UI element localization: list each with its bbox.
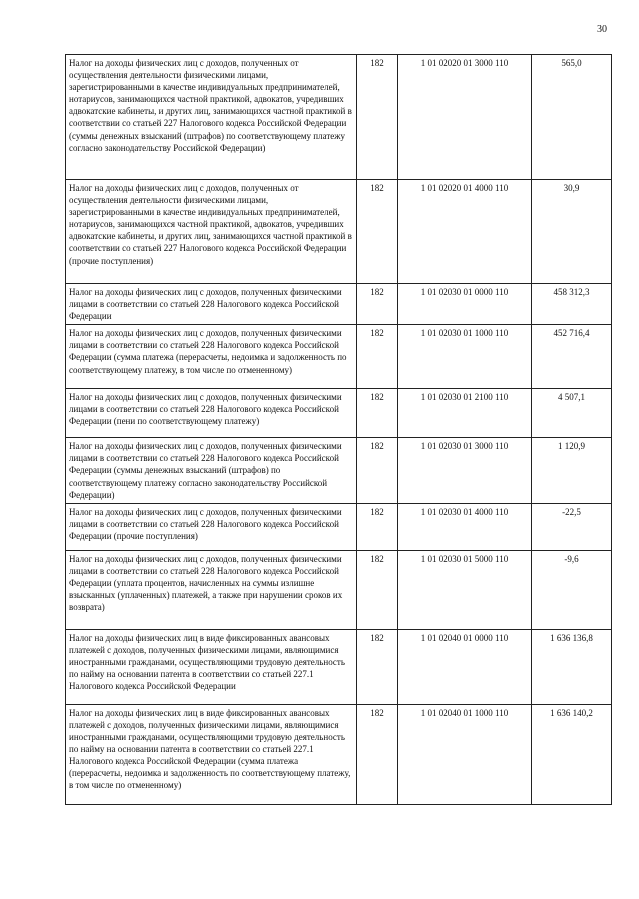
table-row xyxy=(66,284,612,325)
administrator-code: 182 xyxy=(357,389,398,438)
budget-classification-code: 1 01 02030 01 0000 110 xyxy=(398,284,532,325)
revenue-description: Налог на доходы физических лиц с доходов, полученных от осуществления деятельности физическими лицами, зарегистрированными в качестве индивидуальных предпринимателей, нотариусов, занимающихся частной практикой, адвокатов, учредивших адвокатские кабинеты, и других лиц, занимающихся частной практикой в соответствии со статьей 227 Налогового кодекса Российской Федерации (суммы денежных взысканий (штрафов) по соответствующему платежу согласно законодательству Российской Федерации) xyxy=(66,55,357,180)
administrator-code: 182 xyxy=(357,180,398,284)
revenue-description: Налог на доходы физических лиц с доходов, полученных физическими лицами в соответствии со статьей 228 Налогового кодекса Российской Федерации (уплата процентов, начисленных на суммы излишне взысканных (уплаченных) платежей, а также при нарушении сроков их возврата) xyxy=(66,550,357,629)
budget-classification-code: 1 01 02030 01 4000 110 xyxy=(398,503,532,550)
table-row xyxy=(66,629,612,704)
table-row xyxy=(66,704,612,804)
amount-value: 452 716,4 xyxy=(532,325,612,389)
revenue-description: Налог на доходы физических лиц с доходов, полученных физическими лицами в соответствии со статьей 228 Налогового кодекса Российской Федерации (пени по соответствующему платежу) xyxy=(66,389,357,438)
amount-value: 1 636 140,2 xyxy=(532,704,612,804)
budget-classification-code: 1 01 02030 01 1000 110 xyxy=(398,325,532,389)
administrator-code: 182 xyxy=(357,503,398,550)
administrator-code: 182 xyxy=(357,629,398,704)
amount-value: 565,0 xyxy=(532,55,612,180)
administrator-code: 182 xyxy=(357,550,398,629)
table-row xyxy=(66,503,612,550)
table-row xyxy=(66,55,612,180)
amount-value: 1 636 136,8 xyxy=(532,629,612,704)
administrator-code: 182 xyxy=(357,704,398,804)
amount-value: 1 120,9 xyxy=(532,438,612,503)
revenue-description: Налог на доходы физических лиц с доходов, полученных физическими лицами в соответствии со статьей 228 Налогового кодекса Российской Федерации (прочие поступления) xyxy=(66,503,357,550)
page-number: 30 xyxy=(597,24,607,35)
table-row xyxy=(66,389,612,438)
amount-value: -9,6 xyxy=(532,550,612,629)
table-row xyxy=(66,325,612,389)
amount-value: -22,5 xyxy=(532,503,612,550)
table-row xyxy=(66,550,612,629)
budget-classification-code: 1 01 02020 01 4000 110 xyxy=(398,180,532,284)
administrator-code: 182 xyxy=(357,55,398,180)
revenue-description: Налог на доходы физических лиц с доходов, полученных физическими лицами в соответствии со статьей 228 Налогового кодекса Российской Федерации xyxy=(66,284,357,325)
administrator-code: 182 xyxy=(357,325,398,389)
table-row xyxy=(66,180,612,284)
budget-classification-code: 1 01 02040 01 0000 110 xyxy=(398,629,532,704)
amount-value: 4 507,1 xyxy=(532,389,612,438)
amount-value: 458 312,3 xyxy=(532,284,612,325)
budget-revenue-table xyxy=(65,54,612,805)
revenue-description: Налог на доходы физических лиц в виде фиксированных авансовых платежей с доходов, полученных физическими лицами, являющимися иностранными гражданами, осуществляющими трудовую деятельность по найму на основании патента в соответствии со статьей 227.1 Налогового кодекса Российской Федерации xyxy=(66,629,357,704)
administrator-code: 182 xyxy=(357,284,398,325)
revenue-description: Налог на доходы физических лиц с доходов, полученных физическими лицами в соответствии со статьей 228 Налогового кодекса Российской Федерации (суммы денежных взысканий (штрафов) по соответствующему платежу согласно законодательству Российской Федерации) xyxy=(66,438,357,503)
budget-classification-code: 1 01 02020 01 3000 110 xyxy=(398,55,532,180)
budget-classification-code: 1 01 02030 01 2100 110 xyxy=(398,389,532,438)
table-row xyxy=(66,438,612,503)
revenue-description: Налог на доходы физических лиц в виде фиксированных авансовых платежей с доходов, полученных физическими лицами, являющимися иностранными гражданами, осуществляющими трудовую деятельность по найму на основании патента в соответствии со статьей 227.1 Налогового кодекса Российской Федерации (сумма платежа (перерасчеты, недоимка и задолженность по соответствующему платежу, в том числе по отмененному) xyxy=(66,704,357,804)
budget-classification-code: 1 01 02040 01 1000 110 xyxy=(398,704,532,804)
administrator-code: 182 xyxy=(357,438,398,503)
amount-value: 30,9 xyxy=(532,180,612,284)
revenue-description: Налог на доходы физических лиц с доходов, полученных от осуществления деятельности физическими лицами, зарегистрированными в качестве индивидуальных предпринимателей, нотариусов, занимающихся частной практикой, адвокатов, учредивших адвокатские кабинеты, и других лиц, занимающихся частной практикой в соответствии со статьей 227 Налогового кодекса Российской Федерации (прочие поступления) xyxy=(66,180,357,284)
budget-classification-code: 1 01 02030 01 3000 110 xyxy=(398,438,532,503)
revenue-description: Налог на доходы физических лиц с доходов, полученных физическими лицами в соответствии со статьей 228 Налогового кодекса Российской Федерации (сумма платежа (перерасчеты, недоимка и задолженность по соответствующему платежу, в том числе по отмененному) xyxy=(66,325,357,389)
budget-classification-code: 1 01 02030 01 5000 110 xyxy=(398,550,532,629)
